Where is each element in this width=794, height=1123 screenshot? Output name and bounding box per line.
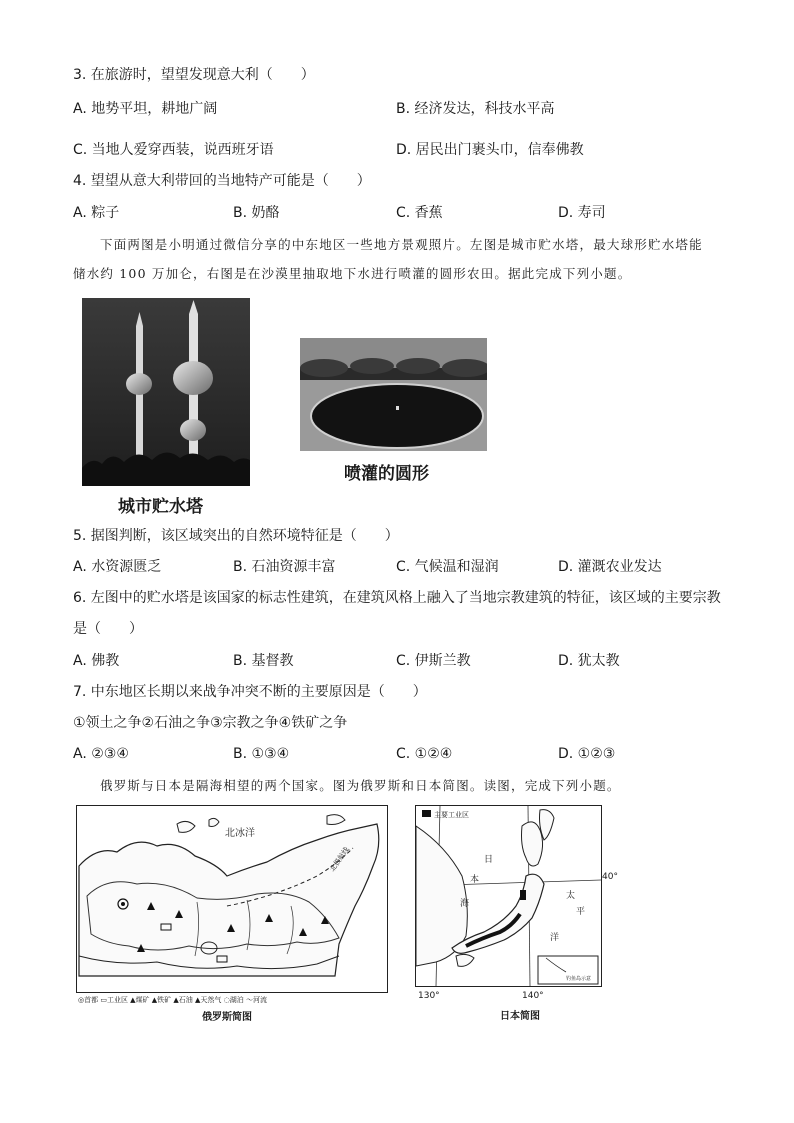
japan-ocean-char-1: 太 [566,891,576,901]
q3-option-b: B. 经济发达，科技水平高 [396,101,555,117]
irrigation-illustration [300,338,487,451]
q5-option-c: C. 气候温和湿润 [396,559,499,575]
q3-option-c: C. 当地人爱穿西装，说西班牙语 [73,142,274,158]
q6-option-c: C. 伊斯兰教 [396,653,471,669]
q6-option-d: D. 犹太教 [558,653,620,669]
q5-option-a: A. 水资源匮乏 [73,559,162,575]
intro-middle-east-line1: 下面两图是小明通过微信分享的中东地区一些地方景观照片。左图是城市贮水塔，最大球形贮水塔能 [100,237,703,252]
q7-stem: 7. 中东地区长期以来战争冲突不断的主要原因是（ ） [73,684,427,700]
q4-option-b: B. 奶酪 [233,205,280,221]
q4-option-d: D. 寿司 [558,205,606,221]
russia-map-illustration [77,806,387,992]
water-tower-photo [82,298,250,486]
q6-option-b: B. 基督教 [233,653,294,669]
japan-ocean-char-2: 平 [576,907,586,917]
q7-items: ①领土之争②石油之争③宗教之争④铁矿之争 [73,715,348,731]
russia-map-legend: ◎首都 ▭工业区 ▲煤矿 ▲铁矿 ▲石油 ▲天然气 ◌湖泊 ～河流 [78,996,267,1004]
irrigation-caption: 喷灌的圆形 [344,464,429,484]
intro-russia-japan: 俄罗斯与日本是隔海相望的两个国家。图为俄罗斯和日本简图。读图，完成下列小题。 [100,778,621,793]
q4-stem: 4. 望望从意大利带回的当地特产可能是（ ） [73,173,371,189]
q7-option-b: B. ①③④ [233,746,290,762]
japan-sea-char-3: 海 [460,899,470,909]
japan-ocean-char-3: 洋 [550,933,560,943]
q5-option-b: B. 石油资源丰富 [233,559,336,575]
q6-option-a: A. 佛教 [73,653,120,669]
russia-map [76,805,388,993]
water-tower-illustration [82,298,250,486]
q5-option-d: D. 灌溉农业发达 [558,559,662,575]
russia-ocean-label: 北冰洋 [225,828,255,839]
japan-map [415,805,602,987]
q7-option-d: D. ①②③ [558,746,616,762]
q3-option-a: A. 地势平坦，耕地广阔 [73,101,218,117]
japan-lat-label: 40° [602,872,618,882]
q3-stem: 3. 在旅游时，望望发现意大利（ ） [73,67,315,83]
q4-option-c: C. 香蕉 [396,205,443,221]
japan-lon-label-130: 130° [418,991,440,1001]
japan-map-illustration [416,806,601,986]
q4-option-a: A. 粽子 [73,205,120,221]
q6-stem-line2: 是（ ） [73,621,143,637]
japan-lon-label-140: 140° [522,991,544,1001]
q3-option-d: D. 居民出门裹头巾，信奉佛教 [396,142,584,158]
q7-option-c: C. ①②④ [396,746,453,762]
russia-map-caption: 俄罗斯简图 [202,1012,252,1023]
q6-stem-line1: 6. 左图中的贮水塔是该国家的标志性建筑，在建筑风格上融入了当地宗教建筑的特征，该区域的主要宗教 [73,590,721,606]
japan-sea-char-2: 本 [470,875,480,885]
japan-inset-label: 钓鱼岛示意 [566,976,592,982]
japan-sea-char-1: 日 [484,855,494,865]
q5-stem: 5. 据图判断，该区域突出的自然环境特征是（ ） [73,528,399,544]
japan-map-caption: 日本简图 [500,1011,540,1022]
irrigation-photo [300,338,487,451]
intro-middle-east-line2: 储水约 100 万加仑，右图是在沙漠里抽取地下水进行喷灌的圆形农田。据此完成下列小题。 [73,266,632,281]
japan-legend-label: 主要工业区 [434,811,469,819]
q7-option-a: A. ②③④ [73,746,129,762]
russia-route-label: 北极航线 [328,845,351,874]
water-tower-caption: 城市贮水塔 [118,497,203,517]
